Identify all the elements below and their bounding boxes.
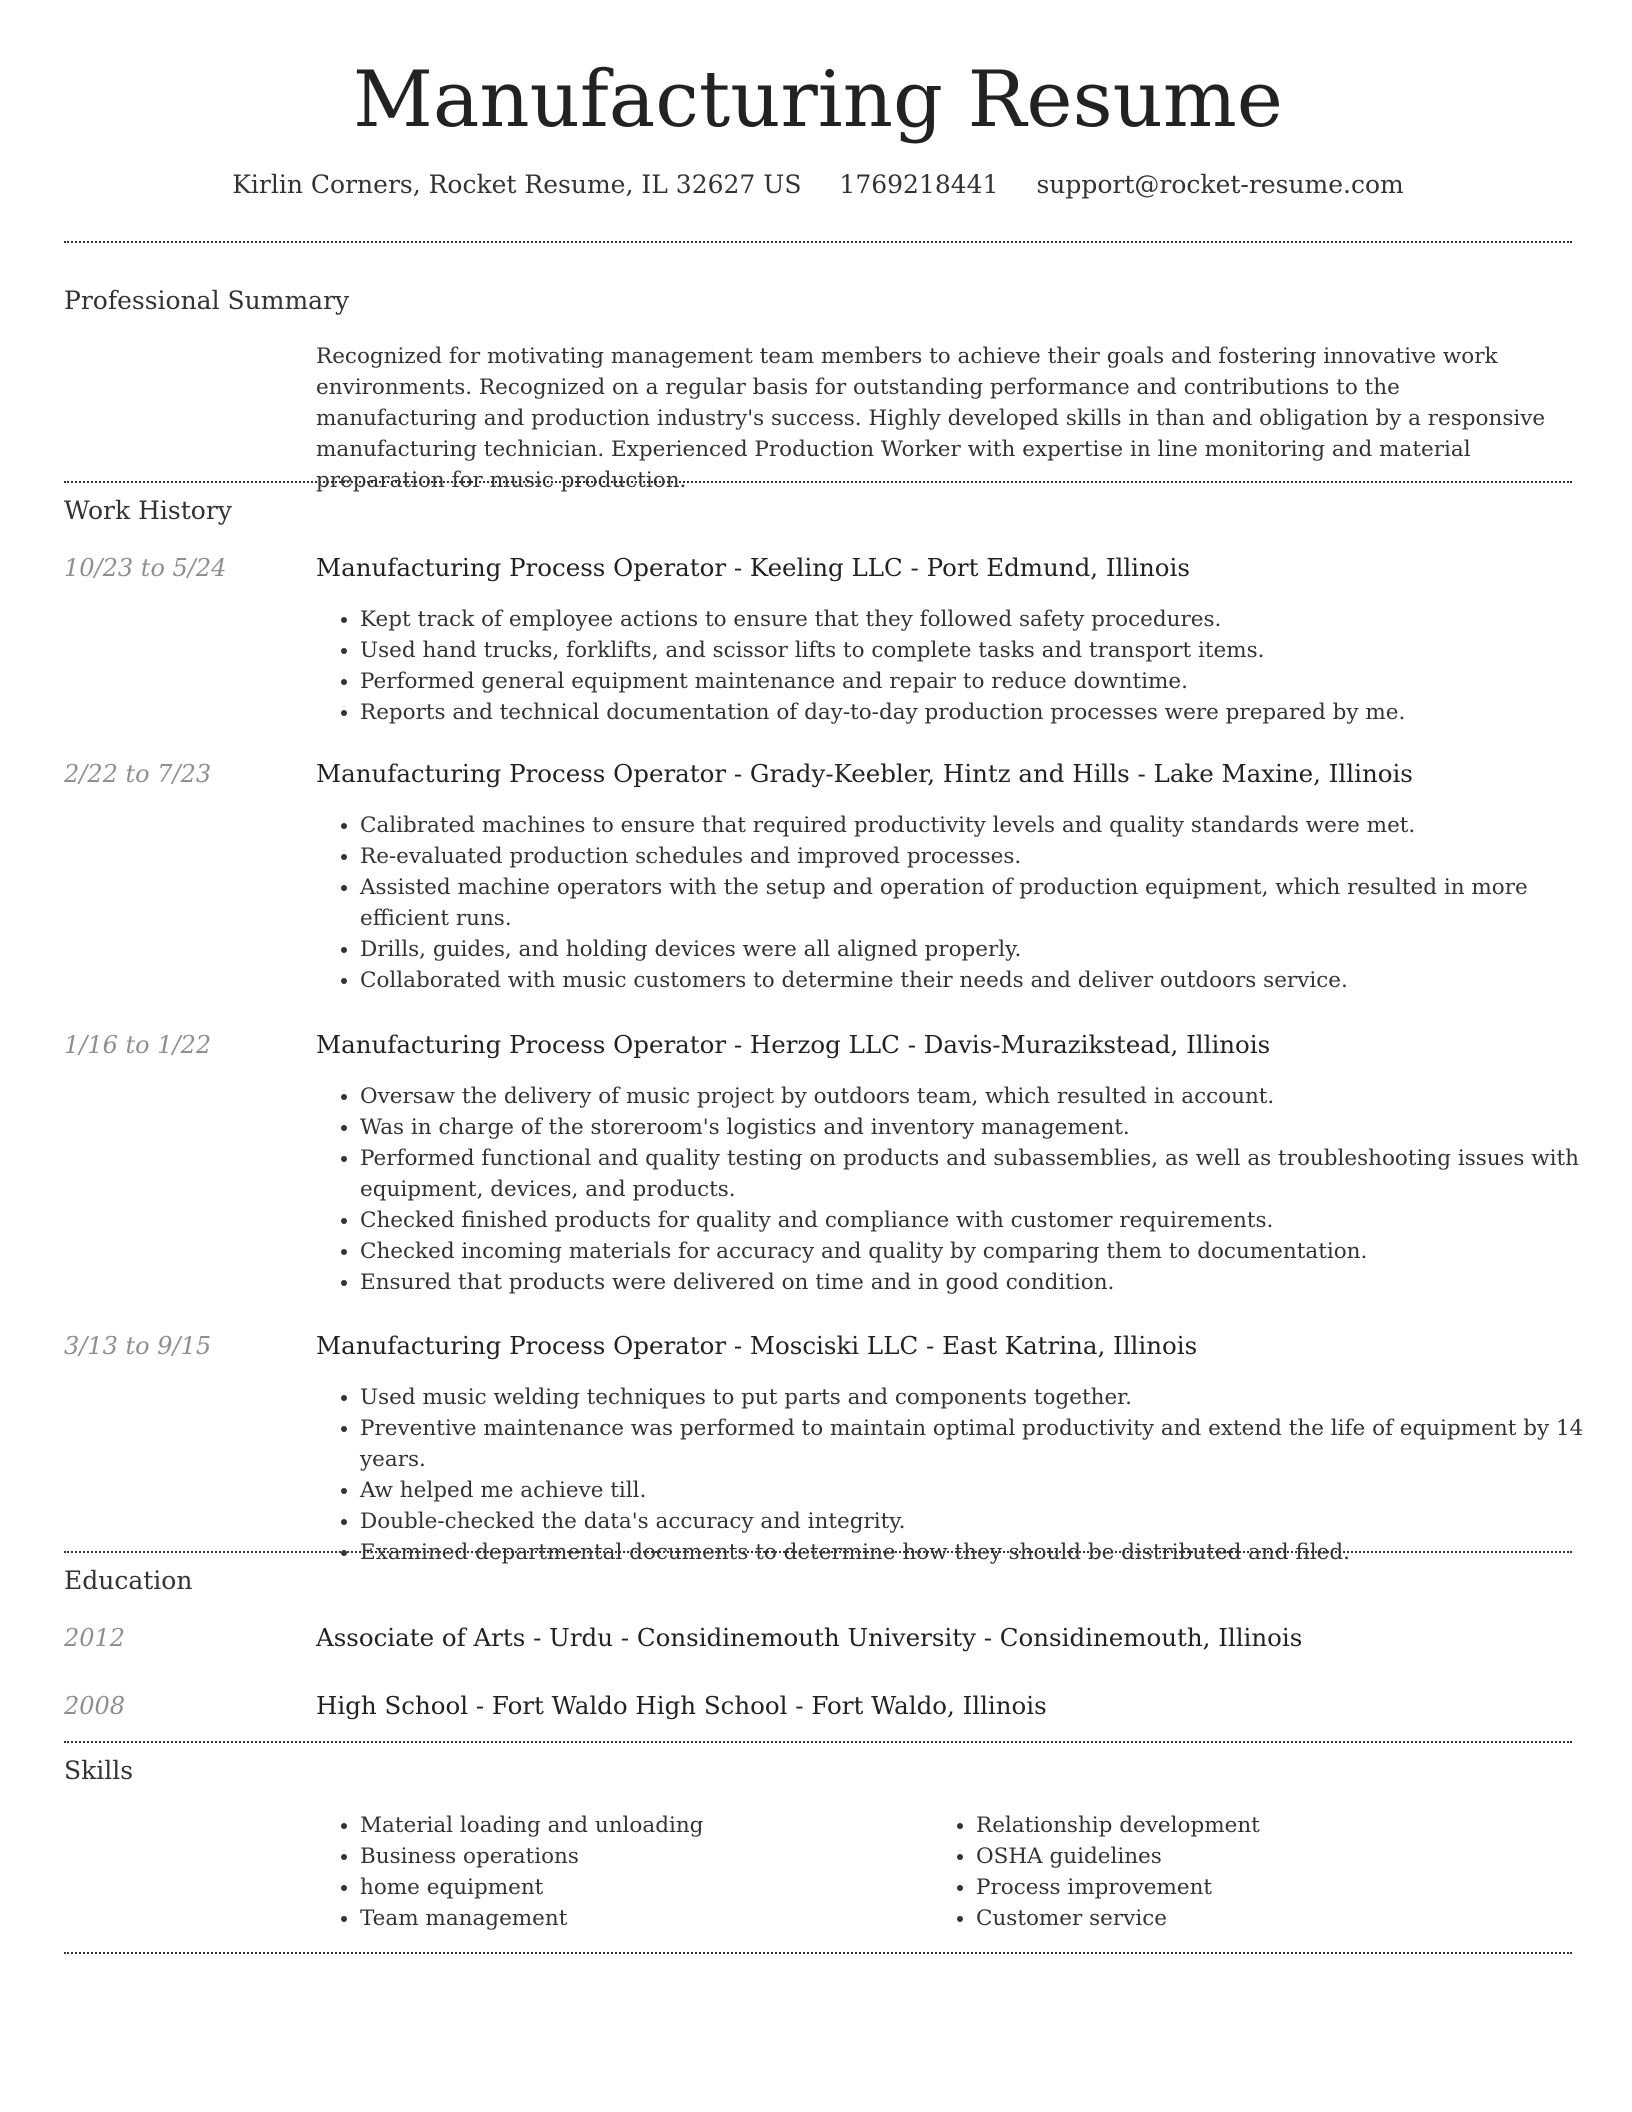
skills-list-right: [932, 1810, 1536, 1934]
job-dates: 10/23 to 5/24: [64, 554, 227, 582]
job-bullets: [316, 604, 1620, 728]
work-history-heading: Work History: [64, 496, 232, 525]
list-item: • Relationship development: [976, 1810, 1536, 1841]
list-item: • Checked finished products for quality and compliance with customer requirements.: [360, 1205, 1620, 1236]
list-item: • Material loading and unloading: [360, 1810, 920, 1841]
job-title: Manufacturing Process Operator - Herzog LLC - Davis-Murazikstead, Illinois: [316, 1030, 1271, 1059]
job-dates: 2/22 to 7/23: [64, 760, 212, 788]
resume-page: [64, 0, 1584, 1931]
education-year: 2012: [64, 1624, 126, 1652]
list-item: • Performed functional and quality testing on products and subassemblies, as well as troubleshooting issues with equipment, devices, and products.: [360, 1143, 1620, 1205]
list-item: • Reports and technical documentation of day-to-day production processes were prepared by me.: [360, 697, 1620, 728]
job-bullets: [316, 1382, 1620, 1568]
list-item: • Ensured that products were delivered on time and in good condition.: [360, 1267, 1620, 1298]
job-bullets: [316, 810, 1620, 996]
job-dates: 1/16 to 1/22: [64, 1031, 212, 1059]
list-item: • Assisted machine operators with the setup and operation of production equipment, which resulted in more efficient runs.: [360, 872, 1620, 934]
list-item: • Customer service: [976, 1903, 1536, 1934]
list-item: • Kept track of employee actions to ensure that they followed safety procedures.: [360, 604, 1620, 635]
contact-phone: 1769218441: [839, 170, 999, 199]
contact-line: [64, 170, 1572, 199]
divider: [64, 481, 1572, 483]
education-heading: Education: [64, 1566, 193, 1595]
education-title: High School - Fort Waldo High School - Fort Waldo, Illinois: [316, 1691, 1047, 1720]
job-bullets: [316, 1081, 1620, 1298]
list-item: • OSHA guidelines: [976, 1841, 1536, 1872]
job-title: Manufacturing Process Operator - Mosciski LLC - East Katrina, Illinois: [316, 1331, 1198, 1360]
contact-address: Kirlin Corners, Rocket Resume, IL 32627 US: [232, 170, 802, 199]
list-item: • Business operations: [360, 1841, 920, 1872]
list-item: • Team management: [360, 1903, 920, 1934]
list-item: • Used hand trucks, forklifts, and scissor lifts to complete tasks and transport items.: [360, 635, 1620, 666]
list-item: • Preventive maintenance was performed to maintain optimal productivity and extend the life of equipment by 14 years.: [360, 1413, 1620, 1475]
list-item: • Used music welding techniques to put parts and components together.: [360, 1382, 1620, 1413]
list-item: • Drills, guides, and holding devices were all aligned properly.: [360, 934, 1620, 965]
summary-heading: Professional Summary: [64, 286, 350, 315]
divider: [64, 241, 1572, 243]
contact-email: support@rocket-resume.com: [1036, 170, 1404, 199]
summary-text: Recognized for motivating management team members to achieve their goals and fostering innovative work environments. Recognized on a regular basis for outstanding performance and contributions to the manufacturing and production industry's success. Highly developed skills in than and obligation by a responsive manufacturing technician. Experienced Production Worker with expertise in line monitoring and material preparation for music production.: [316, 344, 1546, 493]
list-item: • Checked incoming materials for accuracy and quality by comparing them to documentation.: [360, 1236, 1620, 1267]
list-item: • Calibrated machines to ensure that required productivity levels and quality standards were met.: [360, 810, 1620, 841]
list-item: • Was in charge of the storeroom's logistics and inventory management.: [360, 1112, 1620, 1143]
skills-list-left: [316, 1810, 920, 1934]
education-title: Associate of Arts - Urdu - Considinemouth University - Considinemouth, Illinois: [316, 1623, 1303, 1652]
divider: [64, 1741, 1572, 1743]
list-item: • Examined departmental documents to determine how they should be distributed and filed.: [360, 1537, 1620, 1568]
list-item: • Double-checked the data's accuracy and integrity.: [360, 1506, 1620, 1537]
education-year: 2008: [64, 1692, 126, 1720]
divider: [64, 1551, 1572, 1553]
list-item: • Oversaw the delivery of music project by outdoors team, which resulted in account.: [360, 1081, 1620, 1112]
resume-title: Manufacturing Resume: [353, 55, 1283, 145]
job-dates: 3/13 to 9/15: [64, 1332, 212, 1360]
list-item: • Performed general equipment maintenance and repair to reduce downtime.: [360, 666, 1620, 697]
job-title: Manufacturing Process Operator - Keeling LLC - Port Edmund, Illinois: [316, 553, 1190, 582]
skills-heading: Skills: [64, 1756, 134, 1785]
list-item: • home equipment: [360, 1872, 920, 1903]
list-item: • Process improvement: [976, 1872, 1536, 1903]
list-item: • Collaborated with music customers to determine their needs and deliver outdoors service.: [360, 965, 1620, 996]
list-item: • Aw helped me achieve till.: [360, 1475, 1620, 1506]
divider: [64, 1952, 1572, 1954]
list-item: • Re-evaluated production schedules and improved processes.: [360, 841, 1620, 872]
job-title: Manufacturing Process Operator - Grady-Keebler, Hintz and Hills - Lake Maxine, Illinois: [316, 759, 1413, 788]
